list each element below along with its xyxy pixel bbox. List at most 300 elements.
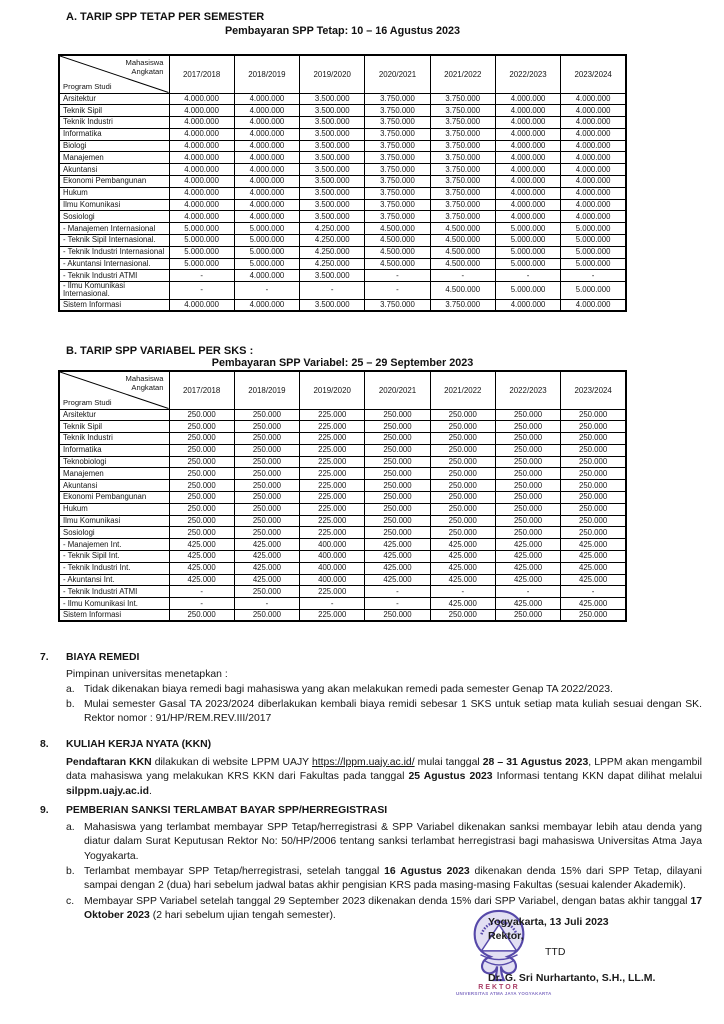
- fee-value-cell: 250.000: [365, 527, 430, 539]
- signature-place-date: Yogyakarta, 13 Juli 2023: [488, 916, 609, 928]
- year-column-header: 2018/2019: [234, 55, 299, 93]
- section-9-items: [40, 821, 702, 924]
- fee-value-cell: -: [234, 282, 299, 299]
- fee-value-cell: -: [300, 598, 365, 610]
- fee-value-cell: 5.000.000: [169, 223, 234, 235]
- fee-value-cell: 250.000: [495, 503, 560, 515]
- fee-value-cell: 4.000.000: [561, 128, 626, 140]
- fee-value-cell: 225.000: [300, 515, 365, 527]
- fee-value-cell: 4.000.000: [495, 299, 560, 311]
- fee-value-cell: 3.500.000: [300, 140, 365, 152]
- fee-value-cell: 5.000.000: [561, 258, 626, 270]
- table-row: [59, 258, 626, 270]
- program-studi-cell: Informatika: [59, 444, 169, 456]
- program-studi-cell: - Ilmu Komunikasi Internasional.: [59, 282, 169, 299]
- table-row: [59, 152, 626, 164]
- fee-value-cell: -: [169, 282, 234, 299]
- program-studi-cell: Ekonomi Pembangunan: [59, 492, 169, 504]
- table-corner-cell: [59, 371, 169, 409]
- signature-role: Rektor,: [488, 930, 524, 942]
- fee-value-cell: 4.500.000: [430, 223, 495, 235]
- fee-value-cell: 250.000: [430, 610, 495, 622]
- fee-value-cell: 250.000: [495, 527, 560, 539]
- fee-value-cell: -: [561, 270, 626, 282]
- fee-value-cell: 4.000.000: [234, 211, 299, 223]
- fee-value-cell: 5.000.000: [234, 223, 299, 235]
- signature-name: Dr. G. Sri Nurhartanto, S.H., LL.M.: [488, 972, 656, 984]
- fee-value-cell: 3.750.000: [430, 152, 495, 164]
- table-row: [59, 128, 626, 140]
- fee-value-cell: 3.500.000: [300, 187, 365, 199]
- fee-value-cell: 250.000: [495, 409, 560, 421]
- fee-value-cell: 250.000: [234, 433, 299, 445]
- fee-value-cell: 4.000.000: [169, 152, 234, 164]
- program-studi-cell: Sosiologi: [59, 211, 169, 223]
- fee-value-cell: 4.000.000: [495, 93, 560, 105]
- fee-value-cell: 4.500.000: [430, 235, 495, 247]
- fee-value-cell: 250.000: [430, 456, 495, 468]
- text-run: Tidak dikenakan biaya remedi bagi mahasiswa yang akan melakukan remedi pada semester Genap TA 2022/2023.: [84, 683, 613, 695]
- program-studi-cell: - Teknik Sipil Internasional.: [59, 235, 169, 247]
- fee-value-cell: 3.750.000: [430, 176, 495, 188]
- fee-value-cell: 3.750.000: [365, 105, 430, 117]
- table-row: [59, 187, 626, 199]
- table-row: [59, 421, 626, 433]
- table-row: [59, 246, 626, 258]
- program-studi-cell: - Teknik Industri Internasional: [59, 246, 169, 258]
- fee-value-cell: 3.750.000: [365, 117, 430, 129]
- table-header-row: [59, 371, 626, 409]
- section-7-intro: Pimpinan universitas menetapkan :: [66, 668, 228, 680]
- table-row: [59, 270, 626, 282]
- year-column-header: 2020/2021: [365, 55, 430, 93]
- fee-value-cell: 4.000.000: [495, 117, 560, 129]
- fee-value-cell: 3.750.000: [430, 93, 495, 105]
- text-run: (2 hari sebelum ujian tengah semester).: [149, 910, 336, 922]
- fee-value-cell: 250.000: [169, 610, 234, 622]
- year-column-header: 2019/2020: [300, 55, 365, 93]
- fee-value-cell: 250.000: [234, 503, 299, 515]
- fee-value-cell: 4.000.000: [495, 164, 560, 176]
- fee-value-cell: 4.000.000: [495, 128, 560, 140]
- program-studi-cell: - Teknik Industri ATMI: [59, 270, 169, 282]
- section-7-items: [40, 683, 702, 727]
- fee-value-cell: 250.000: [561, 527, 626, 539]
- program-studi-cell: Akuntansi: [59, 164, 169, 176]
- fee-value-cell: 400.000: [300, 574, 365, 586]
- year-column-header: 2022/2023: [495, 371, 560, 409]
- fee-value-cell: 250.000: [365, 492, 430, 504]
- fee-value-cell: 250.000: [169, 468, 234, 480]
- fee-value-cell: 250.000: [561, 503, 626, 515]
- fee-value-cell: -: [169, 598, 234, 610]
- table-row: [59, 409, 626, 421]
- fee-value-cell: 425.000: [495, 562, 560, 574]
- fee-value-cell: 250.000: [561, 409, 626, 421]
- program-studi-cell: Ilmu Komunikasi: [59, 515, 169, 527]
- fee-value-cell: 250.000: [365, 456, 430, 468]
- table-row: [59, 433, 626, 445]
- fee-value-cell: 3.750.000: [365, 211, 430, 223]
- fee-value-cell: 425.000: [561, 551, 626, 563]
- fee-value-cell: 250.000: [234, 421, 299, 433]
- fee-value-cell: 4.000.000: [561, 299, 626, 311]
- fee-value-cell: 3.500.000: [300, 164, 365, 176]
- fee-value-cell: 3.500.000: [300, 117, 365, 129]
- table-row: [59, 140, 626, 152]
- signature-ttd: TTD: [545, 946, 566, 958]
- program-studi-cell: Teknobiologi: [59, 456, 169, 468]
- fee-value-cell: 3.750.000: [430, 187, 495, 199]
- year-column-header: 2020/2021: [365, 371, 430, 409]
- fee-value-cell: 4.000.000: [234, 140, 299, 152]
- fee-value-cell: 400.000: [300, 551, 365, 563]
- fee-value-cell: 250.000: [234, 586, 299, 598]
- fee-value-cell: 3.750.000: [365, 93, 430, 105]
- item-marker: a.: [66, 683, 75, 695]
- fee-value-cell: 3.750.000: [430, 199, 495, 211]
- fee-value-cell: 250.000: [234, 444, 299, 456]
- fee-value-cell: 425.000: [430, 539, 495, 551]
- item-marker: a.: [66, 821, 75, 833]
- table-row: [59, 164, 626, 176]
- table-row: [59, 515, 626, 527]
- program-studi-cell: Ekonomi Pembangunan: [59, 176, 169, 188]
- fee-value-cell: 250.000: [430, 444, 495, 456]
- item-marker: c.: [66, 895, 75, 907]
- program-studi-cell: Arsitektur: [59, 93, 169, 105]
- program-studi-cell: Manajemen: [59, 468, 169, 480]
- fee-value-cell: 425.000: [430, 551, 495, 563]
- fee-value-cell: 4.000.000: [234, 164, 299, 176]
- fee-value-cell: 425.000: [234, 562, 299, 574]
- fee-value-cell: -: [365, 598, 430, 610]
- fee-value-cell: -: [365, 282, 430, 299]
- fee-value-cell: 250.000: [561, 610, 626, 622]
- fee-value-cell: 425.000: [234, 539, 299, 551]
- program-studi-cell: Teknik Sipil: [59, 105, 169, 117]
- fee-value-cell: 425.000: [365, 562, 430, 574]
- section-8-heading-row: [40, 738, 702, 753]
- fee-value-cell: 250.000: [365, 610, 430, 622]
- fee-value-cell: 250.000: [495, 456, 560, 468]
- fee-value-cell: 250.000: [365, 409, 430, 421]
- program-studi-cell: Hukum: [59, 187, 169, 199]
- table-row: [59, 117, 626, 129]
- fee-value-cell: 250.000: [169, 527, 234, 539]
- fee-value-cell: 5.000.000: [234, 258, 299, 270]
- table-row: [59, 539, 626, 551]
- table-row: [59, 456, 626, 468]
- fee-value-cell: 250.000: [365, 444, 430, 456]
- table-row: [59, 480, 626, 492]
- fee-value-cell: 5.000.000: [495, 235, 560, 247]
- fee-value-cell: 250.000: [365, 480, 430, 492]
- item-text: [84, 865, 702, 894]
- item-text: [84, 821, 702, 865]
- corner-bottom-label: Program Studi: [63, 81, 112, 91]
- fee-value-cell: 3.500.000: [300, 105, 365, 117]
- fee-value-cell: 425.000: [495, 539, 560, 551]
- year-column-header: 2022/2023: [495, 55, 560, 93]
- section-7-biaya-remedi: [40, 651, 702, 727]
- fee-value-cell: 3.750.000: [430, 211, 495, 223]
- fee-value-cell: 4.500.000: [365, 258, 430, 270]
- table-row: [59, 199, 626, 211]
- fee-value-cell: 4.000.000: [561, 211, 626, 223]
- fee-value-cell: 5.000.000: [169, 246, 234, 258]
- fee-value-cell: 4.000.000: [169, 164, 234, 176]
- fee-value-cell: 4.500.000: [365, 223, 430, 235]
- program-studi-cell: Teknik Industri: [59, 433, 169, 445]
- program-studi-cell: Arsitektur: [59, 409, 169, 421]
- section-b-subtitle: Pembayaran SPP Variabel: 25 – 29 September 2023: [211, 357, 474, 369]
- fee-value-cell: 4.000.000: [169, 128, 234, 140]
- fee-value-cell: 250.000: [430, 527, 495, 539]
- fee-value-cell: 5.000.000: [561, 223, 626, 235]
- fee-value-cell: 4.250.000: [300, 246, 365, 258]
- text-run: Informasi tentang KKN dapat dilihat melalui: [492, 771, 703, 783]
- fee-value-cell: 250.000: [430, 421, 495, 433]
- fee-value-cell: 250.000: [234, 480, 299, 492]
- table-row: [59, 492, 626, 504]
- fee-value-cell: 250.000: [169, 515, 234, 527]
- fee-value-cell: 5.000.000: [169, 235, 234, 247]
- table-row: [59, 527, 626, 539]
- fee-value-cell: 225.000: [300, 610, 365, 622]
- section-9-sanksi: [40, 804, 702, 924]
- fee-value-cell: 4.500.000: [365, 235, 430, 247]
- table-row: [59, 562, 626, 574]
- fee-value-cell: 3.750.000: [430, 140, 495, 152]
- text-run: Terlambat membayar SPP Tetap/herregistrasi, setelah tanggal: [84, 865, 385, 877]
- program-studi-cell: Ilmu Komunikasi: [59, 199, 169, 211]
- fee-value-cell: 425.000: [495, 598, 560, 610]
- fee-value-cell: 250.000: [495, 610, 560, 622]
- fee-value-cell: 250.000: [495, 492, 560, 504]
- fee-value-cell: 4.000.000: [234, 176, 299, 188]
- fee-value-cell: 425.000: [234, 574, 299, 586]
- section-title: KULIAH KERJA NYATA (KKN): [66, 739, 212, 750]
- text-run: Mahasiswa yang terlambat membayar SPP Tetap/herregistrasi & SPP Variabel dikenakan sanksi membayar lebih atau denda yang diatur dalam Surat Keputusan Rektor No: 50/HP/2006 tentang sanksi terlambat herregistrasi bagi mahasiswa Universitas Atma Jaya Yogyakarta.: [84, 821, 702, 862]
- text-run: mulai tanggal: [414, 756, 483, 768]
- fee-value-cell: 4.000.000: [561, 164, 626, 176]
- url-link[interactable]: https://lppm.uajy.ac.id/: [311, 756, 415, 768]
- fee-value-cell: 425.000: [365, 574, 430, 586]
- fee-value-cell: 4.000.000: [561, 93, 626, 105]
- fee-value-cell: 250.000: [169, 444, 234, 456]
- program-studi-cell: Teknik Industri: [59, 117, 169, 129]
- table-row: [59, 468, 626, 480]
- program-studi-cell: Biologi: [59, 140, 169, 152]
- fee-value-cell: 4.000.000: [234, 199, 299, 211]
- fee-value-cell: 250.000: [430, 515, 495, 527]
- fee-value-cell: 4.000.000: [561, 117, 626, 129]
- fee-value-cell: -: [169, 586, 234, 598]
- fee-value-cell: 3.750.000: [365, 176, 430, 188]
- fee-value-cell: 225.000: [300, 468, 365, 480]
- fee-value-cell: 250.000: [234, 492, 299, 504]
- program-studi-cell: Akuntansi: [59, 480, 169, 492]
- fee-value-cell: -: [365, 270, 430, 282]
- fee-value-cell: 3.500.000: [300, 93, 365, 105]
- fee-value-cell: 400.000: [300, 562, 365, 574]
- table-row: [59, 235, 626, 247]
- table-row: [59, 282, 626, 299]
- fee-value-cell: -: [430, 270, 495, 282]
- fee-value-cell: 250.000: [430, 468, 495, 480]
- text-run: 25 Agustus 2023: [408, 771, 493, 783]
- table-row: [59, 586, 626, 598]
- fee-value-cell: 425.000: [169, 551, 234, 563]
- corner-label-line1: Mahasiswa: [125, 58, 164, 67]
- table-row: [59, 444, 626, 456]
- year-column-header: 2023/2024: [561, 371, 626, 409]
- item-text: [84, 683, 702, 698]
- fee-value-cell: -: [561, 586, 626, 598]
- section-b-heading: B. TARIP SPP VARIABEL PER SKS :: [66, 345, 254, 357]
- fee-value-cell: 4.000.000: [169, 140, 234, 152]
- fee-value-cell: 4.000.000: [169, 176, 234, 188]
- fee-value-cell: 250.000: [561, 421, 626, 433]
- fee-value-cell: 4.500.000: [430, 282, 495, 299]
- fee-value-cell: 5.000.000: [234, 246, 299, 258]
- fee-value-cell: 250.000: [169, 480, 234, 492]
- fee-value-cell: 3.750.000: [365, 140, 430, 152]
- fee-value-cell: 425.000: [495, 574, 560, 586]
- fee-value-cell: 250.000: [561, 468, 626, 480]
- fee-value-cell: 4.000.000: [561, 187, 626, 199]
- fee-value-cell: 4.000.000: [561, 140, 626, 152]
- list-item: [40, 698, 702, 727]
- text-run: 28 – 31 Agustus 2023: [482, 756, 589, 768]
- section-a-subtitle: Pembayaran SPP Tetap: 10 – 16 Agustus 2023: [224, 25, 461, 37]
- fee-value-cell: 4.000.000: [495, 105, 560, 117]
- fee-value-cell: 250.000: [561, 492, 626, 504]
- fee-value-cell: 250.000: [234, 515, 299, 527]
- fee-value-cell: 3.750.000: [430, 299, 495, 311]
- fee-value-cell: 4.000.000: [234, 270, 299, 282]
- program-studi-cell: Sosiologi: [59, 527, 169, 539]
- fee-value-cell: 4.500.000: [365, 246, 430, 258]
- fee-value-cell: 4.000.000: [169, 93, 234, 105]
- fee-value-cell: 400.000: [300, 539, 365, 551]
- fee-value-cell: 5.000.000: [495, 282, 560, 299]
- fee-value-cell: 4.000.000: [234, 93, 299, 105]
- text-run: .: [148, 785, 152, 797]
- fee-value-cell: 5.000.000: [561, 282, 626, 299]
- fee-value-cell: 3.750.000: [430, 105, 495, 117]
- fee-value-cell: 4.000.000: [495, 211, 560, 223]
- fee-value-cell: 4.000.000: [234, 152, 299, 164]
- fee-value-cell: 4.000.000: [495, 140, 560, 152]
- fee-value-cell: 3.750.000: [365, 152, 430, 164]
- fee-value-cell: 3.750.000: [430, 164, 495, 176]
- program-studi-cell: Informatika: [59, 128, 169, 140]
- fee-value-cell: 4.000.000: [234, 299, 299, 311]
- year-column-header: 2017/2018: [169, 55, 234, 93]
- fee-value-cell: 250.000: [169, 409, 234, 421]
- fee-value-cell: 3.750.000: [430, 128, 495, 140]
- corner-top-label: [126, 374, 164, 393]
- section-number: 8.: [40, 739, 49, 750]
- fee-value-cell: 250.000: [430, 503, 495, 515]
- program-studi-cell: Teknik Sipil: [59, 421, 169, 433]
- fee-value-cell: 250.000: [169, 433, 234, 445]
- fee-value-cell: -: [430, 586, 495, 598]
- fee-value-cell: 4.000.000: [169, 187, 234, 199]
- fee-value-cell: 250.000: [169, 421, 234, 433]
- program-studi-cell: Hukum: [59, 503, 169, 515]
- program-studi-cell: - Akuntansi Internasional.: [59, 258, 169, 270]
- year-column-header: 2019/2020: [300, 371, 365, 409]
- section-9-heading-row: [40, 804, 702, 819]
- spp-variabel-table: [58, 370, 627, 622]
- fee-value-cell: 425.000: [430, 574, 495, 586]
- fee-value-cell: 3.500.000: [300, 211, 365, 223]
- fee-value-cell: 5.000.000: [495, 223, 560, 235]
- table-row: [59, 299, 626, 311]
- fee-value-cell: 4.500.000: [430, 258, 495, 270]
- fee-value-cell: 4.000.000: [234, 117, 299, 129]
- fee-value-cell: 425.000: [495, 551, 560, 563]
- signature-block: [488, 915, 713, 985]
- stamp-subtitle: UNIVERSITAS ATMA JAYA YOGYAKARTA: [456, 991, 552, 996]
- fee-value-cell: 5.000.000: [234, 235, 299, 247]
- fee-value-cell: 225.000: [300, 480, 365, 492]
- fee-value-cell: 425.000: [169, 574, 234, 586]
- fee-value-cell: 250.000: [561, 433, 626, 445]
- item-marker: b.: [66, 698, 75, 710]
- fee-value-cell: 425.000: [365, 539, 430, 551]
- program-studi-cell: Sistem Informasi: [59, 299, 169, 311]
- fee-value-cell: 3.500.000: [300, 270, 365, 282]
- year-column-header: 2021/2022: [430, 55, 495, 93]
- fee-value-cell: 425.000: [430, 598, 495, 610]
- fee-value-cell: 250.000: [365, 433, 430, 445]
- item-text: [84, 698, 702, 727]
- fee-value-cell: 4.000.000: [169, 105, 234, 117]
- fee-value-cell: 4.000.000: [495, 152, 560, 164]
- text-run: Pendaftaran KKN: [66, 756, 152, 768]
- fee-value-cell: 4.000.000: [561, 176, 626, 188]
- fee-value-cell: 250.000: [234, 468, 299, 480]
- table-row: [59, 211, 626, 223]
- fee-value-cell: 5.000.000: [495, 246, 560, 258]
- fee-value-cell: 4.000.000: [495, 176, 560, 188]
- section-number: 7.: [40, 652, 49, 663]
- section-8-kkn: [40, 738, 702, 799]
- fee-value-cell: 225.000: [300, 503, 365, 515]
- fee-value-cell: 250.000: [495, 468, 560, 480]
- table-row: [59, 574, 626, 586]
- fee-value-cell: 5.000.000: [495, 258, 560, 270]
- fee-value-cell: 3.750.000: [365, 164, 430, 176]
- fee-value-cell: 250.000: [234, 409, 299, 421]
- corner-label-line2: Angkatan: [131, 383, 164, 393]
- spp-tetap-table: [58, 54, 627, 312]
- program-studi-cell: - Akuntansi Int.: [59, 574, 169, 586]
- fee-value-cell: 3.750.000: [365, 128, 430, 140]
- fee-value-cell: -: [169, 270, 234, 282]
- section-b: [40, 345, 702, 622]
- table-row: [59, 176, 626, 188]
- program-studi-cell: - Teknik Sipil Int.: [59, 551, 169, 563]
- text-run: silppm.uajy.ac.id: [66, 785, 149, 797]
- fee-value-cell: 4.000.000: [495, 199, 560, 211]
- section-number: 9.: [40, 805, 49, 816]
- fee-value-cell: 4.000.000: [561, 105, 626, 117]
